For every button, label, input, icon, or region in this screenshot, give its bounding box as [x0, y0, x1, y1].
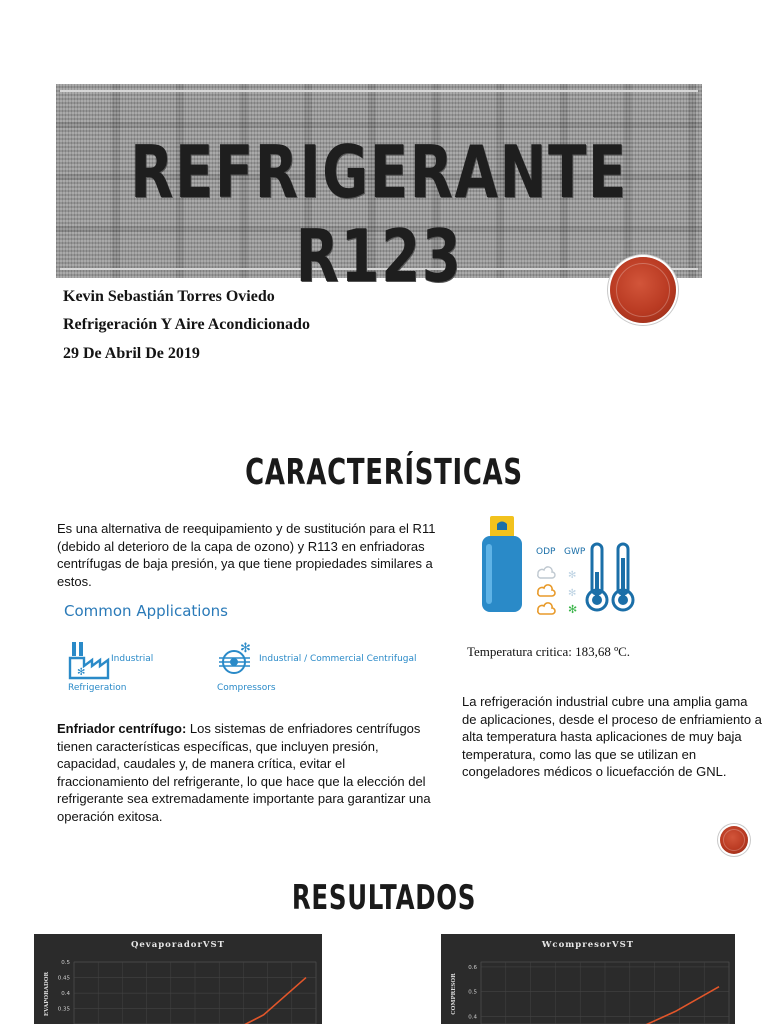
chart-title: WcompresorVST	[541, 940, 635, 950]
odp-label: ODP	[536, 547, 556, 557]
decorative-circle-small	[720, 826, 748, 854]
y-tick-label: 0.4	[468, 1014, 477, 1021]
svg-text:✻: ✻	[568, 588, 577, 599]
decorative-circle	[610, 257, 676, 323]
chart-wcompresor	[441, 934, 735, 1024]
commercial-centrifugal-label: Industrial / Commercial Centrifugal	[259, 654, 417, 664]
author-name: Kevin Sebastián Torres Oviedo	[63, 288, 275, 305]
common-applications-title: Common Applications	[64, 602, 228, 620]
chart-qevaporador-svg	[34, 934, 322, 1024]
series-line	[94, 978, 306, 1024]
course-name: Refrigeración Y Aire Acondicionado	[63, 316, 310, 333]
chart-wcompresor-svg	[441, 934, 735, 1024]
results-heading: RESULTADOS	[291, 878, 477, 918]
cloud-icon	[538, 567, 555, 578]
chiller-paragraph	[57, 720, 432, 825]
page-title: REFRIGERANTE R123	[130, 130, 628, 298]
refrigeration-label: Refrigeration	[68, 683, 127, 693]
characteristics-heading: CARACTERÍSTICAS	[245, 452, 523, 493]
chiller-label: Enfriador centrífugo:	[57, 721, 187, 736]
svg-text:✻: ✻	[77, 667, 86, 678]
y-axis-label: COMPRESOR	[451, 973, 457, 1015]
y-tick-label: 0.5	[468, 989, 477, 996]
compressor-icon	[216, 640, 260, 676]
critical-temperature: Temperatura critica: 183,68 ºC.	[467, 644, 631, 659]
gwp-label: GWP	[564, 547, 586, 557]
y-tick-label: 0.45	[57, 975, 70, 982]
factory-icon	[68, 640, 112, 680]
industrial-paragraph: La refrigeración industrial cubre una amplia gama de aplicaciones, desde el proceso de enfriamiento a alta temperatura hasta aplicaciones de muy baja temperatura, como las que se utilizan en congeladores médicos o licuefacción de GNL.	[462, 694, 762, 779]
y-tick-label: 0.5	[61, 960, 70, 966]
y-tick-label: 0.6	[468, 964, 477, 971]
presentation-date: 29 De Abril De 2019	[63, 345, 200, 362]
y-axis-label: EVAPORADOR	[44, 971, 50, 1017]
series-line	[501, 987, 719, 1024]
intro-paragraph: Es una alternativa de reequipamiento y de sustitución para el R11 (debido al deterioro de la capa de ozono) y R113 en enfriadoras centrífugas de baja presión, ya que tiene propiedades similares a estos.	[57, 521, 436, 589]
chart-title: QevaporadorVST	[130, 940, 226, 950]
compressors-label: Compressors	[217, 683, 276, 693]
svg-text:✻: ✻	[568, 570, 577, 581]
thermometer-icon	[587, 544, 633, 610]
refrigerant-graphic	[480, 514, 642, 616]
y-tick-label: 0.35	[57, 1006, 70, 1013]
chart-qevaporador	[34, 934, 322, 1024]
svg-text:✻: ✻	[568, 603, 578, 616]
y-tick-label: 0.4	[61, 991, 70, 998]
chiller-text: Los sistemas de enfriadores centrífugos tienen características específicas, que incluyen presión, capacidad, caudales y, de manera crítica, evitar el fraccionamiento del refrigerante, lo que hace que la elección del refrigerante sea extremadamente importante para garantizar una operación exitosa.	[57, 721, 431, 824]
industrial-label: Industrial	[111, 654, 154, 664]
svg-text:✻: ✻	[240, 641, 251, 656]
